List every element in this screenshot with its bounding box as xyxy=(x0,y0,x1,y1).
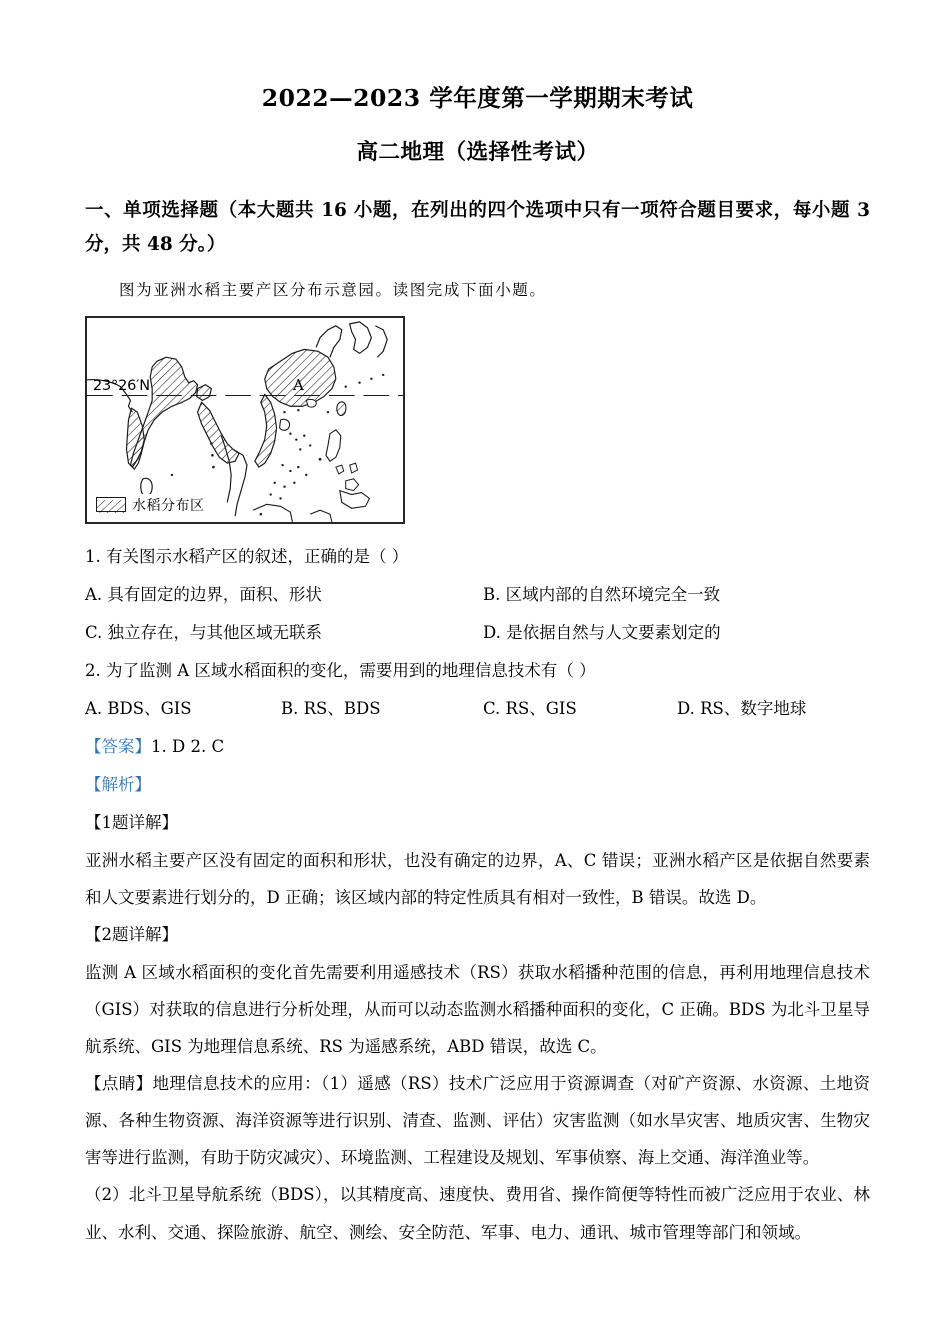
detail-1-label: 【1题详解】 xyxy=(85,812,178,832)
tip-text-1: 地理信息技术的应用：（1）遥感（RS）技术广泛应用于资源调查（对矿产资源、水资源、土地资源、各种生物资源、海洋资源等进行识别、清查、监测、评估）灾害监测（如水旱灾害、地质灾害、生物灾害等进行监测，有助于防灾减灾）、环境监测、工程建设及规划、军事侦察、海上交通、海洋渔业等。 xyxy=(85,1074,870,1168)
question-2-option-d[interactable]: D. RS、数字地球 xyxy=(677,698,807,718)
tip-paragraph-1 xyxy=(85,1065,870,1176)
question-1-option-b[interactable]: B. 区域内部的自然环境完全一致 xyxy=(483,584,721,604)
map-illustration xyxy=(87,318,403,522)
answer-line xyxy=(85,728,870,766)
question-2-stem: 2. 为了监测 A 区域水稻面积的变化，需要用到的地理信息技术有（ ） xyxy=(85,660,596,680)
question-1-options-row-2 xyxy=(85,614,870,652)
legend-hatch-swatch-icon xyxy=(96,497,126,512)
question-2-options-row xyxy=(85,690,870,728)
asia-rice-distribution-map xyxy=(85,316,405,524)
page-content xyxy=(85,0,870,1251)
detail-1-text: 亚洲水稻主要产区没有固定的面积和形状，也没有确定的边界，A、C 错误；亚洲水稻产区是依据自然要素和人文要素进行划分的，D 正确；该区域内部的特定性质具有相对一致性，B 错误。故选 D。 xyxy=(85,850,870,907)
detail-2-label: 【2题详解】 xyxy=(85,924,178,944)
analysis-label: 【解析】 xyxy=(85,774,151,794)
tip-label: 【点睛】 xyxy=(85,1074,153,1094)
region-a-label: A xyxy=(293,375,304,394)
answer-label: 【答案】 xyxy=(85,736,151,756)
legend-label: 水稻分布区 xyxy=(132,497,205,514)
stem-intro-text: 图为亚洲水稻主要产区分布示意园。读图完成下面小题。 xyxy=(119,281,547,300)
page-subtitle: 高二地理（选择性考试） xyxy=(356,140,599,166)
page-title: 2022—2023 学年度第一学期期末考试 xyxy=(261,84,694,112)
question-2-option-b[interactable]: B. RS、BDS xyxy=(281,698,381,718)
question-1-option-d[interactable]: D. 是依据自然与人文要素划定的 xyxy=(483,622,721,642)
tip-paragraph-2: （2）北斗卫星导航系统（BDS），以其精度高、速度快、费用省、操作简便等特性而被广泛应用于农业、林业、水利、交通、探险旅游、航空、测绘、安全防范、军事、电力、通讯、城市管理等部门和领域。 xyxy=(85,1185,870,1242)
detail-2-text: 监测 A 区域水稻面积的变化首先需要利用遥感技术（RS）获取水稻播种范围的信息，再利用地理信息技术（GIS）对获取的信息进行分析处理，从而可以动态监测水稻播种面积的变化，C 正确。BDS 为北斗卫星导航系统、GIS 为地理信息系统、RS 为遥感系统，ABD 错误，故选 C。 xyxy=(85,962,870,1056)
question-1-stem: 1. 有关图示水稻产区的叙述，正确的是（ ） xyxy=(85,546,409,566)
question-1-option-a[interactable]: A. 具有固定的边界，面积、形状 xyxy=(85,584,322,604)
map-legend xyxy=(94,494,207,516)
question-2-option-c[interactable]: C. RS、GIS xyxy=(483,698,577,718)
section-header: 一、单项选择题（本大题共 16 小题，在列出的四个选项中只有一项符合题目要求，每小题 3 分，共 48 分。） xyxy=(85,199,870,256)
answer-value: 1. D 2. C xyxy=(151,736,225,756)
question-1-options-row-1 xyxy=(85,576,870,614)
latitude-label: 23°26′N xyxy=(93,377,150,394)
question-2-option-a[interactable]: A. BDS、GIS xyxy=(85,698,192,718)
question-1-option-c[interactable]: C. 独立存在，与其他区域无联系 xyxy=(85,622,323,642)
figure-wrapper xyxy=(85,306,870,524)
